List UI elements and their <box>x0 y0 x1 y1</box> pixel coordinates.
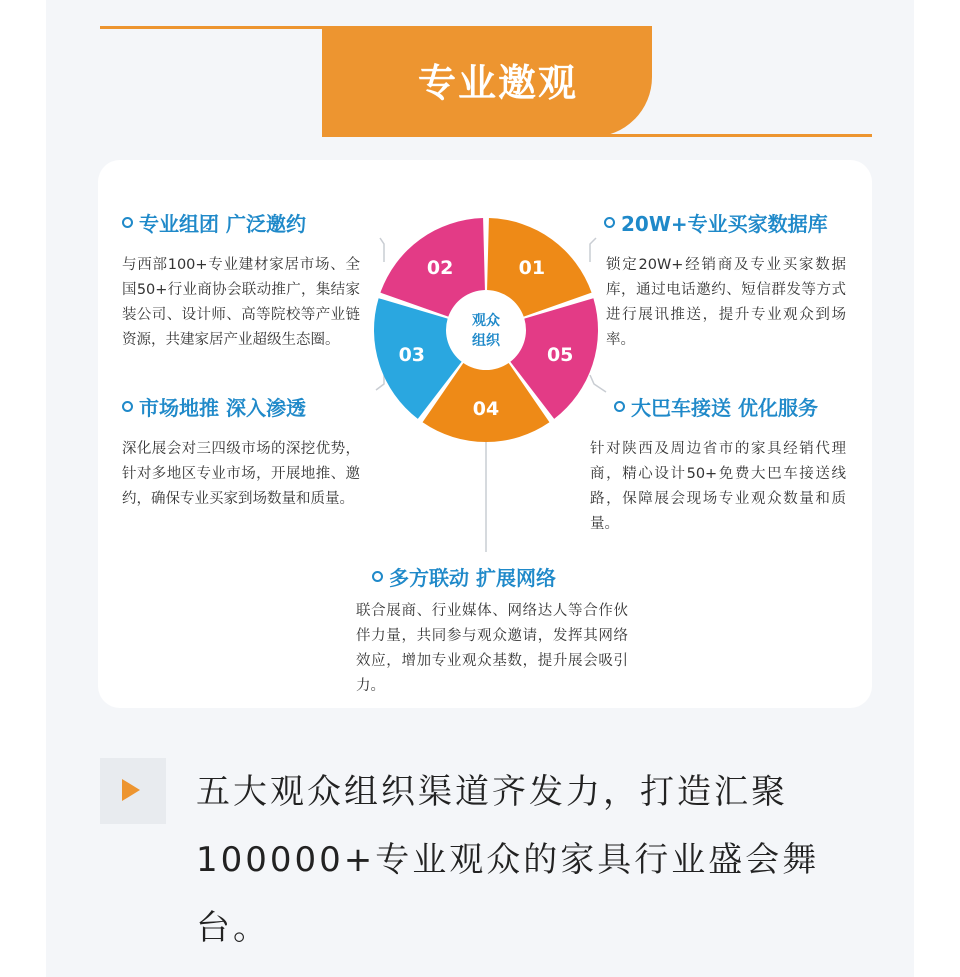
section-body-ground-promotion: 深化展会对三四级市场的深挖优势，针对多地区专业市场，开展地推、邀约，确保专业买家到场数量和质量。 <box>122 441 360 507</box>
section-body-buyer-database: 锁定20W+经销商及专业买家数据库，通过电话邀约、短信群发等方式进行展讯推送，提升专业观众到场率。 <box>606 257 846 348</box>
wheel-segment-label-04: 04 <box>472 398 500 420</box>
section-title-text: 多方联动 扩展网络 <box>389 566 556 590</box>
wheel-center-label-line1: 观众 <box>472 313 500 329</box>
section-body-multi-party: 联合展商、行业媒体、网络达人等合作伙伴力量，共同参与观众邀请，发挥其网络效应，增加专业观众基数，提升展会吸引力。 <box>356 603 628 694</box>
wheel-segment-label-02: 02 <box>426 256 454 279</box>
page-title: 专业邀观 <box>418 61 579 105</box>
section-body-shuttle-bus: 针对陕西及周边省市的家具经销代理商，精心设计50+免费大巴车接送线路，保障展会现场专业观众数量和质量。 <box>590 441 846 532</box>
play-arrow-icon <box>122 779 140 801</box>
section-title-text: 市场地推 深入渗透 <box>139 396 306 420</box>
wheel-center <box>450 294 522 366</box>
summary-bullet <box>100 758 166 824</box>
connector-line-4 <box>590 375 606 392</box>
section-title-text: 20W+专业买家数据库 <box>621 212 828 236</box>
summary-text: 五大观众组织渠道齐发力，打造汇聚100000+专业观众的家具行业盛会舞台。 <box>196 772 820 948</box>
section-body-group-tour: 与西部100+专业建材家居市场、全国50+行业商协会联动推广，集结家装公司、设计师、高等院校等产业链资源，共建家居产业超级生态圈。 <box>122 257 360 348</box>
wheel-center-label-line2: 组织 <box>472 333 500 349</box>
wheel-segment-label-03: 03 <box>398 344 426 367</box>
connector-line-2 <box>590 238 596 262</box>
connector-line-1 <box>380 238 384 262</box>
connector-line-3 <box>376 375 384 390</box>
wheel-segment-label-01: 01 <box>518 256 546 279</box>
section-title-text: 大巴车接送 优化服务 <box>631 396 818 420</box>
section-title-text: 专业组团 广泛邀约 <box>139 212 306 236</box>
wheel-segment-label-05: 05 <box>546 344 574 367</box>
